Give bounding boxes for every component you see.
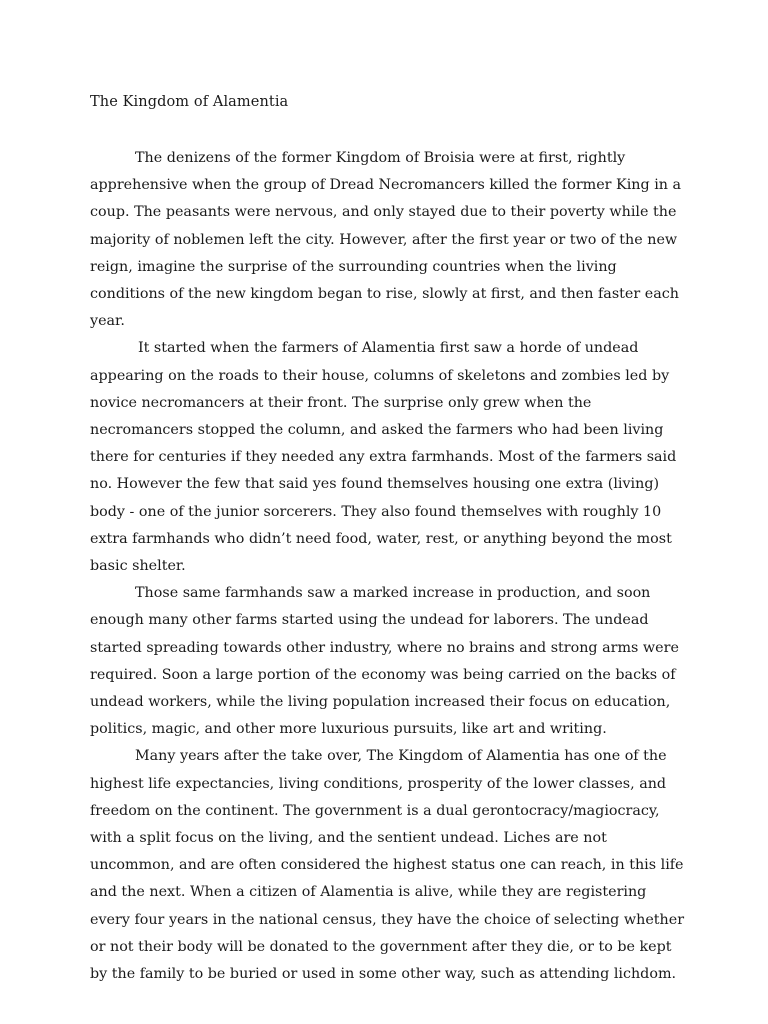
document-title: The Kingdom of Alamentia xyxy=(90,94,289,110)
document-body xyxy=(90,145,686,988)
paragraph-2: It started when the farmers of Alamentia first saw a horde of undead appearing on the roads to their house, columns of skeletons and zombies led by novice necromancers at their front. The surprise only grew when the necromancers stopped the column, and asked the farmers who had been living there for centuries if they needed any extra farmhands. Most of the farmers said no. However the few that said yes found themselves housing one extra (living) body - one of the junior sorcerers. They also found themselves with roughly 10 extra farmhands who didn’t need food, water, rest, or anything beyond the most basic shelter. xyxy=(90,340,677,575)
paragraph-3: Those same farmhands saw a marked increase in production, and soon enough many other farms started using the undead for laborers. The undead started spreading towards other industry, where no brains and strong arms were required. Soon a large portion of the economy was being carried on the backs of undead workers, while the living population increased their focus on education, politics, magic, and other more luxurious pursuits, like art and writing. xyxy=(90,585,679,738)
paragraph-1: The denizens of the former Kingdom of Broisia were at first, rightly apprehensive when the group of Dread Necromancers killed the former King in a coup. The peasants were nervous, and only stayed due to their poverty while the majority of noblemen left the city. However, after the first year or two of the new reign, imagine the surprise of the surrounding countries when the living conditions of the new kingdom began to rise, slowly at first, and then faster each year. xyxy=(90,150,682,330)
paragraph-4: Many years after the take over, The Kingdom of Alamentia has one of the highest life expectancies, living conditions, prosperity of the lower classes, and freedom on the continent. The government is a dual gerontocracy/magiocracy, with a split focus on the living, and the sentient undead. Liches are not uncommon, and are often considered the highest status one can reach, in this life and the next. When a citizen of Alamentia is alive, while they are registering every four years in the national census, they have the choice of selecting whether or not their body will be donated to the government after they die, or to be kept by the family to be buried or used in some other way, such as attending lichdom. xyxy=(90,748,685,983)
